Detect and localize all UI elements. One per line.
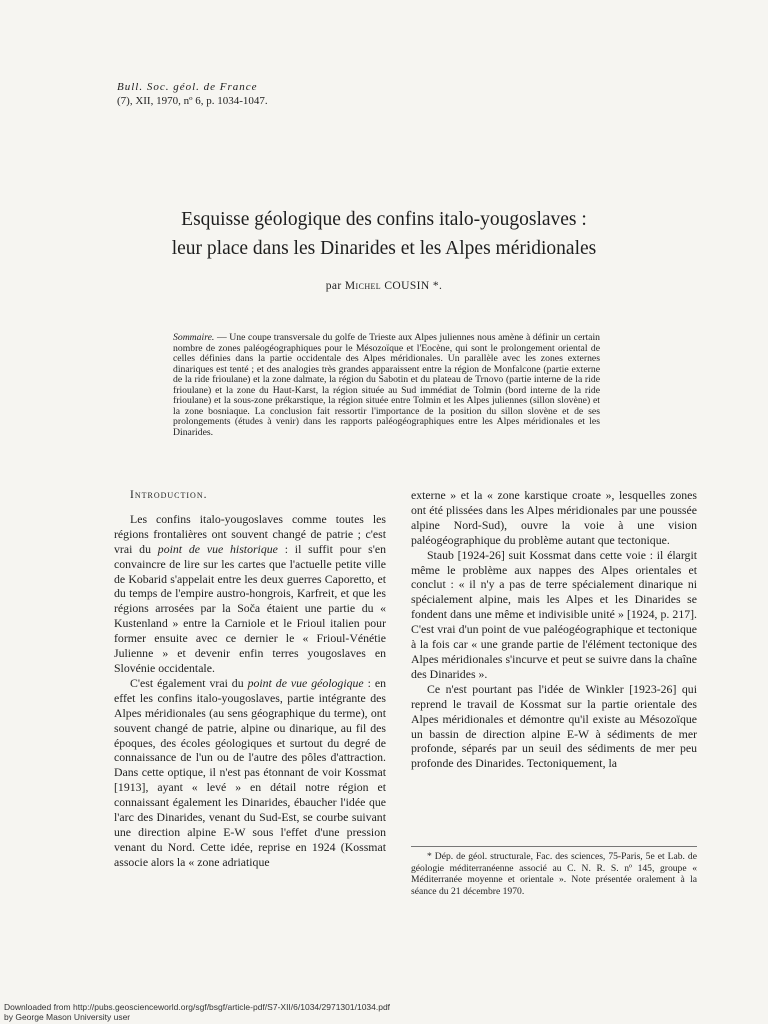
author-last-name: COUSIN — [384, 280, 430, 292]
summary-label: Sommaire. — [173, 332, 215, 343]
intro-paragraph-2 — [114, 676, 386, 870]
journal-header — [117, 80, 268, 108]
emphasis-text: point de vue historique — [157, 541, 278, 556]
paragraph-text: : en effet les confins italo-yougoslaves, partie intégrante des Alpes méridionales (au sens géographique du terme), ont souvent changé de patrie, alpine ou dinarique, au fil des époques, des écoles géologiques et surtout du degré de connaissance de l'un ou de l'autre des pôles d'attraction. Dans cette optique, il n'est pas étonnant de voir Kossmat [1913], ayant « levé » en détail notre région et connaissant également les Dinarides, ébaucher l'idée que l'arc des Dinarides, venant du Sud-Est, se courbe suivant une direction alpine E-W sous l'effet d'une pression venant du Nord. Cette idée, reprise en 1924 (Kossmat associe alors la « zone adriatique — [114, 675, 386, 869]
section-heading: Introduction. — [130, 489, 208, 501]
author-first-name: Michel — [344, 280, 382, 292]
paragraph-text: C'est également vrai du — [130, 675, 248, 690]
footnote: * Dép. de géol. structurale, Fac. des sciences, 75-Paris, 5e et Lab. de géologie méditerranéenne associé au C. N. R. S. nº 145, groupe « Méditerranée moyenne et orientale ». Note présentée oralement à la séance du 21 décembre 1970. — [411, 846, 697, 897]
intro-paragraph-5: Ce n'est pourtant pas l'idée de Winkler [1923-26] qui reprend le travail de Kossmat sur la partie orientale des Alpes méridionales et démontre qu'il existe au Mésozoïque un bassin de direction alpine E-W à sédiments de mer profonde, séparés par un seuil des sédiments de mer peu profonde des Dinarides. Tectoniquement, la — [411, 681, 697, 771]
emphasis-text: point de vue géologique — [247, 675, 364, 690]
intro-paragraph-4: Staub [1924-26] suit Kossmat dans cette voie : il élargit même le problème aux nappes des Alpes orientales et conclut : « il n'y a pas de terre spécialement dinarique ni spécialement alpine, mais les Alpes et les Dinarides se fondent dans une même et indivisible unité » [1924, p. 217]. C'est vrai d'un point de vue paléogéographique et tectonique à la fois car « une grande partie de l'élément tectonique des Alpes méridionales s'incurve et peut se suivre dans la chaîne des Dinarides ». — [411, 547, 697, 681]
download-notice — [4, 1002, 390, 1022]
column-right — [411, 488, 697, 771]
summary-text: — Une coupe transversale du golfe de Trieste aux Alpes juliennes nous amène à définir un certain nombre de zones paléogéographiques pour le Mésozoïque et l'Eocène, qui sont le prolongement oriental de celles définies dans la partie occidentale des Alpes méridionales. Un parallèle avec les zones externes dinariques est tenté ; et des analogies très grandes apparaissent entre la région de Monfalcone (partie externe de la ride frioulane) et la zone dalmate, la région du Sabotin et du plateau de Trnovo (partie interne de la ride frioulane) et la zone du Haut-Karst, la région située au Sud immédiat de Tolmin (bord interne de la ride frioulane) et la sous-zone prékarstique, la région située entre Tolmin et les Alpes juliennes (sillon slovène) et la zone bosniaque. La conclusion fait ressortir l'importance de la position du sillon slovène et de ses prolongements (études à venir) dans les rapports paléogéographiques entre les Alpes méridionales et les Dinarides. — [173, 332, 600, 438]
paragraph-text: Les confins italo-yougoslaves comme toutes les régions frontalières ont souvent changé de patrie ; c'est vrai du — [114, 511, 386, 556]
article-title — [0, 205, 768, 263]
column-left — [114, 488, 386, 870]
paragraph-text: : il suffit pour s'en convaincre de lire sur les cartes que l'actuelle petite ville de Kobarid s'appelait entre les deux guerres Caporetto, et du temps de l'empire austro-hongrois, Karfreit, et que les régions arrosées par la Soča étaient une partie du « Kustenland » entre la Carniole et le Frioul italien pour former ensuite avec ce dernier le « Frioul-Vénétie Julienne » et devenir enfin terres yougoslaves en Slovénie occidentale. — [114, 541, 386, 675]
intro-paragraph-1 — [114, 512, 386, 676]
summary — [173, 333, 600, 438]
title-line-1: Esquisse géologique des confins italo-yougoslaves : — [181, 209, 587, 230]
title-line-2: leur place dans les Dinarides et les Alpes méridionales — [171, 238, 597, 259]
download-line-1: Downloaded from http://pubs.geoscienceworld.org/sgf/bsgf/article-pdf/S7-XII/6/1034/2971301/1034.pdf — [4, 1002, 391, 1012]
intro-paragraph-3: externe » et la « zone karstique croate », lesquelles zones ont été plissées dans les Alpes méridionales par une poussée alpine Nord-Sud), ouvre la voie à une vision paléogéographique du problème autant que tectonique. — [411, 488, 697, 547]
download-line-2: by George Mason University user — [4, 1012, 131, 1022]
author-prefix: par — [325, 280, 342, 292]
author-line — [0, 280, 768, 292]
author-footnote-mark: *. — [429, 280, 443, 292]
journal-citation: (7), XII, 1970, nº 6, p. 1034-1047. — [117, 95, 268, 107]
journal-name: Bull. Soc. géol. de France — [117, 81, 258, 93]
